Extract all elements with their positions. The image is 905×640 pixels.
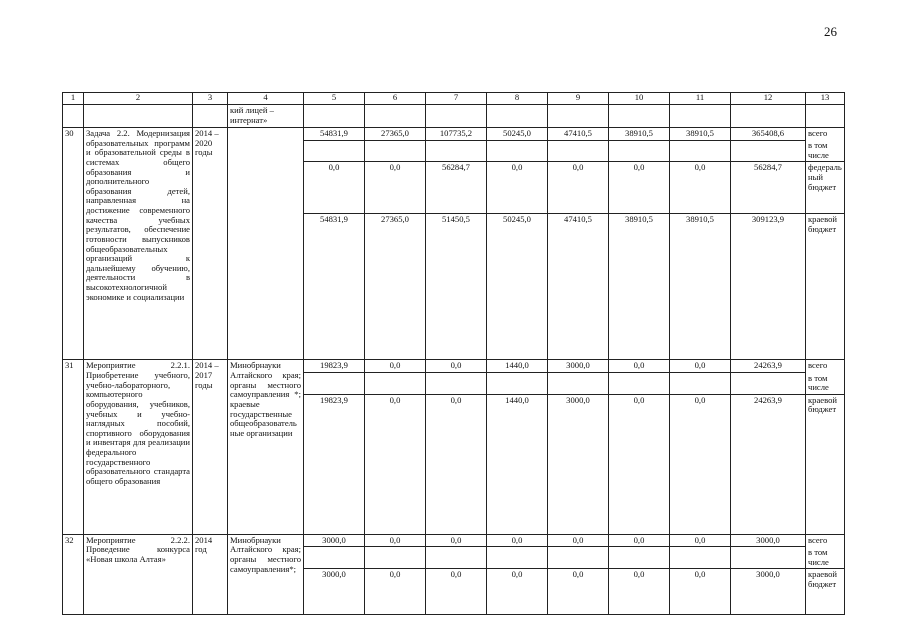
- amount-cell: [548, 547, 609, 569]
- amount-cell: 24263,9: [731, 394, 806, 534]
- amount-cell: [487, 373, 548, 395]
- measure-name: Задача 2.2. Модернизация образовательных программ и образовательной среды в системах общего образования и дополнительного образования детей, направленная на достижение современного качества учебных результатов, обеспечение готовности выпускников общеобразовательных организаций к дальнейшему обучению, деятельности в высокотехнологичной экономике и социализации: [84, 128, 193, 360]
- period-years: 2014 год: [193, 534, 228, 614]
- amount-cell: 0,0: [670, 360, 731, 373]
- amount-cell: [365, 373, 426, 395]
- amount-cell: [670, 140, 731, 162]
- amount-cell: 0,0: [487, 162, 548, 214]
- amount-cell: 54831,9: [304, 128, 365, 141]
- amount-cell: [365, 140, 426, 162]
- amount-cell: [426, 547, 487, 569]
- amount-cell: 19823,9: [304, 360, 365, 373]
- amount-cell: 0,0: [487, 534, 548, 547]
- header-cell: 3: [193, 93, 228, 105]
- amount-cell: 27365,0: [365, 128, 426, 141]
- amount-cell: 0,0: [609, 534, 670, 547]
- amount-cell: 0,0: [487, 569, 548, 615]
- amount-cell: [670, 373, 731, 395]
- amount-cell: 0,0: [365, 360, 426, 373]
- amount-cell: 0,0: [609, 360, 670, 373]
- funding-source: в том числе: [806, 140, 845, 162]
- amount-cell: 0,0: [548, 534, 609, 547]
- header-cell: 11: [670, 93, 731, 105]
- amount-cell: 0,0: [365, 569, 426, 615]
- amount-cell: 47410,5: [548, 128, 609, 141]
- amount-cell: 24263,9: [731, 360, 806, 373]
- amount-cell: 47410,5: [548, 214, 609, 360]
- header-cell: 1: [63, 93, 84, 105]
- header-cell: 4: [228, 93, 304, 105]
- amount-cell: 38910,5: [670, 214, 731, 360]
- funding-source: всего: [806, 360, 845, 373]
- amount-cell: [731, 373, 806, 395]
- continuation-cell: [304, 105, 365, 128]
- funding-source: краевой бюджет: [806, 394, 845, 534]
- amount-cell: 38910,5: [609, 214, 670, 360]
- header-cell: 9: [548, 93, 609, 105]
- continuation-cell: [806, 105, 845, 128]
- amount-cell: 0,0: [426, 394, 487, 534]
- amount-cell: 3000,0: [731, 534, 806, 547]
- amount-cell: 0,0: [426, 360, 487, 373]
- table-row: [63, 534, 845, 547]
- continuation-cell: [609, 105, 670, 128]
- page-number: 26: [824, 24, 837, 39]
- amount-cell: [609, 373, 670, 395]
- amount-cell: [609, 140, 670, 162]
- row-number: 30: [63, 128, 84, 360]
- amount-cell: [426, 373, 487, 395]
- amount-cell: 38910,5: [670, 128, 731, 141]
- header-cell: 13: [806, 93, 845, 105]
- amount-cell: 0,0: [548, 569, 609, 615]
- funding-source: краевой бюджет: [806, 214, 845, 360]
- funding-source: в том числе: [806, 547, 845, 569]
- funding-source: федеральный бюджет: [806, 162, 845, 214]
- header-row: [63, 93, 845, 105]
- amount-cell: 0,0: [670, 569, 731, 615]
- header-cell: 12: [731, 93, 806, 105]
- amount-cell: [548, 373, 609, 395]
- continuation-cell: [193, 105, 228, 128]
- header-cell: 6: [365, 93, 426, 105]
- executor: Минобрнауки Алтайского края; органы местного самоуправления *; краевые государственные общеобразовательные организации: [228, 360, 304, 534]
- amount-cell: 309123,9: [731, 214, 806, 360]
- amount-cell: 107735,2: [426, 128, 487, 141]
- amount-cell: 0,0: [365, 534, 426, 547]
- amount-cell: 3000,0: [304, 569, 365, 615]
- amount-cell: [304, 140, 365, 162]
- measure-name: Мероприятие 2.2.2. Проведение конкурса «Новая школа Алтая»: [84, 534, 193, 614]
- continuation-row: [63, 105, 845, 128]
- amount-cell: 0,0: [609, 162, 670, 214]
- amount-cell: 3000,0: [548, 394, 609, 534]
- continuation-cell: [365, 105, 426, 128]
- amount-cell: 1440,0: [487, 360, 548, 373]
- table-row: [63, 360, 845, 373]
- amount-cell: 365408,6: [731, 128, 806, 141]
- amount-cell: [548, 140, 609, 162]
- amount-cell: 0,0: [304, 162, 365, 214]
- amount-cell: [304, 547, 365, 569]
- amount-cell: 3000,0: [731, 569, 806, 615]
- amount-cell: 50245,0: [487, 214, 548, 360]
- amount-cell: [670, 547, 731, 569]
- continuation-cell: [63, 105, 84, 128]
- amount-cell: 54831,9: [304, 214, 365, 360]
- amount-cell: 0,0: [670, 394, 731, 534]
- budget-table: [62, 92, 845, 615]
- amount-cell: 0,0: [670, 162, 731, 214]
- row-number: 31: [63, 360, 84, 534]
- amount-cell: 56284,7: [731, 162, 806, 214]
- amount-cell: 50245,0: [487, 128, 548, 141]
- amount-cell: [426, 140, 487, 162]
- header-cell: 8: [487, 93, 548, 105]
- executor: [228, 128, 304, 360]
- continuation-cell: [731, 105, 806, 128]
- amount-cell: 38910,5: [609, 128, 670, 141]
- measure-name: Мероприятие 2.2.1. Приобретение учебного, учебно-лабораторного, компьютерного оборудования, учебников, учебных и учебно-наглядных пособий, спортивного оборудования и инвентаря для реализации федерального государственного образовательного стандарта общего образования: [84, 360, 193, 534]
- amount-cell: 0,0: [609, 569, 670, 615]
- amount-cell: 0,0: [426, 569, 487, 615]
- funding-source: всего: [806, 128, 845, 141]
- amount-cell: [304, 373, 365, 395]
- table-row: [63, 128, 845, 141]
- executor: Минобрнауки Алтайского края; органы местного самоуправления*;: [228, 534, 304, 614]
- header-cell: 2: [84, 93, 193, 105]
- header-cell: 5: [304, 93, 365, 105]
- funding-source: краевой бюджет: [806, 569, 845, 615]
- funding-source: всего: [806, 534, 845, 547]
- amount-cell: 0,0: [365, 162, 426, 214]
- amount-cell: [609, 547, 670, 569]
- row-number: 32: [63, 534, 84, 614]
- continuation-cell: [548, 105, 609, 128]
- header-cell: 10: [609, 93, 670, 105]
- period-years: 2014 – 2020 годы: [193, 128, 228, 360]
- continuation-cell: [426, 105, 487, 128]
- amount-cell: 19823,9: [304, 394, 365, 534]
- amount-cell: 0,0: [426, 534, 487, 547]
- amount-cell: [365, 547, 426, 569]
- amount-cell: [731, 547, 806, 569]
- continuation-cell: [487, 105, 548, 128]
- header-cell: 7: [426, 93, 487, 105]
- continuation-text: кий лицей – интернат»: [228, 105, 304, 128]
- amount-cell: 3000,0: [548, 360, 609, 373]
- amount-cell: 0,0: [609, 394, 670, 534]
- amount-cell: 1440,0: [487, 394, 548, 534]
- amount-cell: 0,0: [365, 394, 426, 534]
- amount-cell: 51450,5: [426, 214, 487, 360]
- amount-cell: 0,0: [548, 162, 609, 214]
- continuation-cell: [84, 105, 193, 128]
- amount-cell: [731, 140, 806, 162]
- amount-cell: 56284,7: [426, 162, 487, 214]
- amount-cell: 27365,0: [365, 214, 426, 360]
- amount-cell: [487, 140, 548, 162]
- amount-cell: 3000,0: [304, 534, 365, 547]
- period-years: 2014 – 2017 годы: [193, 360, 228, 534]
- amount-cell: [487, 547, 548, 569]
- continuation-cell: [670, 105, 731, 128]
- amount-cell: 0,0: [670, 534, 731, 547]
- funding-source: в том числе: [806, 373, 845, 395]
